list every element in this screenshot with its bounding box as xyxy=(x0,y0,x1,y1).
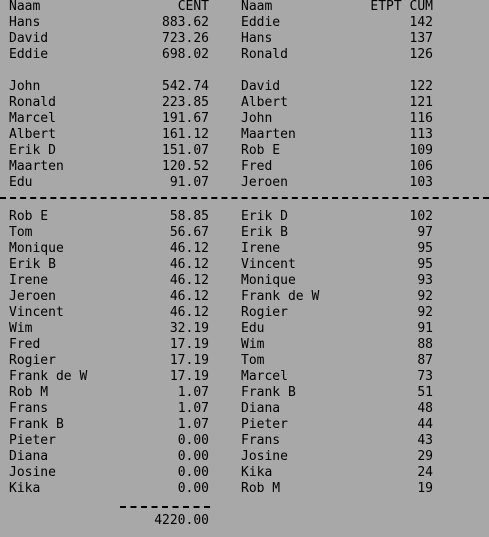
left-row-value: 151.07 xyxy=(162,143,209,158)
right-row-name: John xyxy=(241,111,273,126)
left-row-name: Albert xyxy=(9,127,56,142)
left-row-name: Maarten xyxy=(9,159,64,174)
right-header-value: ETPT CUM xyxy=(370,0,433,14)
right-row-value: 142 xyxy=(409,15,433,30)
right-row-value: 19 xyxy=(417,481,433,496)
left-row-value: 32.19 xyxy=(169,321,209,336)
right-row-name: Maarten xyxy=(241,127,296,142)
left-row-value: 1.07 xyxy=(177,401,209,416)
left-row-value: 46.12 xyxy=(169,273,209,288)
right-row-value: 116 xyxy=(409,111,433,126)
left-row-value: 46.12 xyxy=(169,241,209,256)
right-row-value: 87 xyxy=(417,353,433,368)
left-row-value: 0.00 xyxy=(177,449,209,464)
left-row-name: Rob M xyxy=(9,385,49,400)
right-row-name: Fred xyxy=(241,159,273,174)
left-row-name: Frank B xyxy=(9,417,64,432)
left-row-value: 542.74 xyxy=(162,79,209,94)
left-row-value: 46.12 xyxy=(169,289,209,304)
left-row-value: 698.02 xyxy=(162,47,209,62)
right-row-name: Kika xyxy=(241,465,273,480)
left-row-name: Edu xyxy=(9,175,33,190)
right-row-value: 92 xyxy=(417,289,433,304)
right-row-value: 121 xyxy=(409,95,433,110)
right-row-value: 106 xyxy=(409,159,433,174)
left-row-name: Jeroen xyxy=(9,289,56,304)
left-row-value: 723.26 xyxy=(162,31,209,46)
section-separator xyxy=(0,197,489,199)
left-total: 4220.00 xyxy=(154,513,209,528)
left-row-name: David xyxy=(9,31,49,46)
right-row-value: 102 xyxy=(409,209,433,224)
right-row-name: Diana xyxy=(241,401,281,416)
left-row-value: 0.00 xyxy=(177,465,209,480)
left-row-name: Fred xyxy=(9,337,41,352)
left-row-name: Wim xyxy=(9,321,33,336)
right-row-name: Frank de W xyxy=(241,289,320,304)
right-row-value: 29 xyxy=(417,449,433,464)
left-row-name: Pieter xyxy=(9,433,56,448)
right-header-name: Naam xyxy=(241,0,273,14)
right-row-value: 95 xyxy=(417,241,433,256)
right-row-name: Frank B xyxy=(241,385,296,400)
right-row-value: 44 xyxy=(417,417,433,432)
left-row-name: Erik D xyxy=(9,143,56,158)
right-row-value: 92 xyxy=(417,305,433,320)
right-row-value: 103 xyxy=(409,175,433,190)
right-row-value: 51 xyxy=(417,385,433,400)
left-row-name: Frank de W xyxy=(9,369,88,384)
right-row-name: Irene xyxy=(241,241,281,256)
right-row-name: Rogier xyxy=(241,305,288,320)
left-row-value: 0.00 xyxy=(177,433,209,448)
right-row-value: 43 xyxy=(417,433,433,448)
left-row-name: Erik B xyxy=(9,257,56,272)
left-row-name: Kika xyxy=(9,481,41,496)
left-row-name: Frans xyxy=(9,401,49,416)
left-row-name: Rob E xyxy=(9,209,49,224)
total-separator xyxy=(120,506,210,508)
right-row-value: 122 xyxy=(409,79,433,94)
right-row-value: 88 xyxy=(417,337,433,352)
right-row-value: 126 xyxy=(409,47,433,62)
right-row-name: Ronald xyxy=(241,47,288,62)
right-row-name: Rob M xyxy=(241,481,281,496)
right-row-name: Josine xyxy=(241,449,288,464)
left-row-value: 1.07 xyxy=(177,417,209,432)
right-row-name: Erik B xyxy=(241,225,288,240)
left-row-value: 58.85 xyxy=(169,209,209,224)
left-row-name: John xyxy=(9,79,41,94)
left-row-name: Irene xyxy=(9,273,49,288)
right-row-name: Eddie xyxy=(241,15,281,30)
right-row-name: Hans xyxy=(241,31,273,46)
right-row-value: 137 xyxy=(409,31,433,46)
right-row-value: 109 xyxy=(409,143,433,158)
left-header-name: Naam xyxy=(9,0,41,14)
left-row-value: 223.85 xyxy=(162,95,209,110)
right-row-value: 48 xyxy=(417,401,433,416)
right-row-name: Edu xyxy=(241,321,265,336)
left-row-name: Hans xyxy=(9,15,41,30)
right-row-name: Jeroen xyxy=(241,175,288,190)
right-row-value: 95 xyxy=(417,257,433,272)
left-row-value: 46.12 xyxy=(169,305,209,320)
right-row-value: 97 xyxy=(417,225,433,240)
left-row-value: 91.07 xyxy=(169,175,209,190)
right-row-name: Erik D xyxy=(241,209,288,224)
left-row-value: 17.19 xyxy=(169,353,209,368)
right-row-value: 91 xyxy=(417,321,433,336)
right-row-value: 73 xyxy=(417,369,433,384)
right-row-name: Wim xyxy=(241,337,265,352)
left-row-name: Tom xyxy=(9,225,33,240)
right-row-value: 93 xyxy=(417,273,433,288)
left-row-value: 56.67 xyxy=(169,225,209,240)
left-row-value: 0.00 xyxy=(177,481,209,496)
right-row-name: David xyxy=(241,79,281,94)
right-row-name: Vincent xyxy=(241,257,296,272)
left-row-value: 191.67 xyxy=(162,111,209,126)
right-row-name: Tom xyxy=(241,353,265,368)
left-row-name: Monique xyxy=(9,241,64,256)
left-row-value: 120.52 xyxy=(162,159,209,174)
right-row-value: 24 xyxy=(417,465,433,480)
right-row-name: Albert xyxy=(241,95,288,110)
left-row-value: 1.07 xyxy=(177,385,209,400)
left-row-name: Josine xyxy=(9,465,56,480)
left-row-value: 17.19 xyxy=(169,337,209,352)
left-row-value: 46.12 xyxy=(169,257,209,272)
right-row-name: Rob E xyxy=(241,143,281,158)
right-row-name: Pieter xyxy=(241,417,288,432)
left-row-name: Eddie xyxy=(9,47,49,62)
right-row-name: Monique xyxy=(241,273,296,288)
right-row-name: Frans xyxy=(241,433,281,448)
left-row-value: 883.62 xyxy=(162,15,209,30)
left-row-name: Rogier xyxy=(9,353,56,368)
right-row-name: Marcel xyxy=(241,369,288,384)
left-row-name: Vincent xyxy=(9,305,64,320)
left-header-value: CENT xyxy=(177,0,209,14)
right-row-value: 113 xyxy=(409,127,433,142)
left-row-name: Ronald xyxy=(9,95,56,110)
left-row-name: Marcel xyxy=(9,111,56,126)
left-row-value: 17.19 xyxy=(169,369,209,384)
left-row-name: Diana xyxy=(9,449,49,464)
left-row-value: 161.12 xyxy=(162,127,209,142)
